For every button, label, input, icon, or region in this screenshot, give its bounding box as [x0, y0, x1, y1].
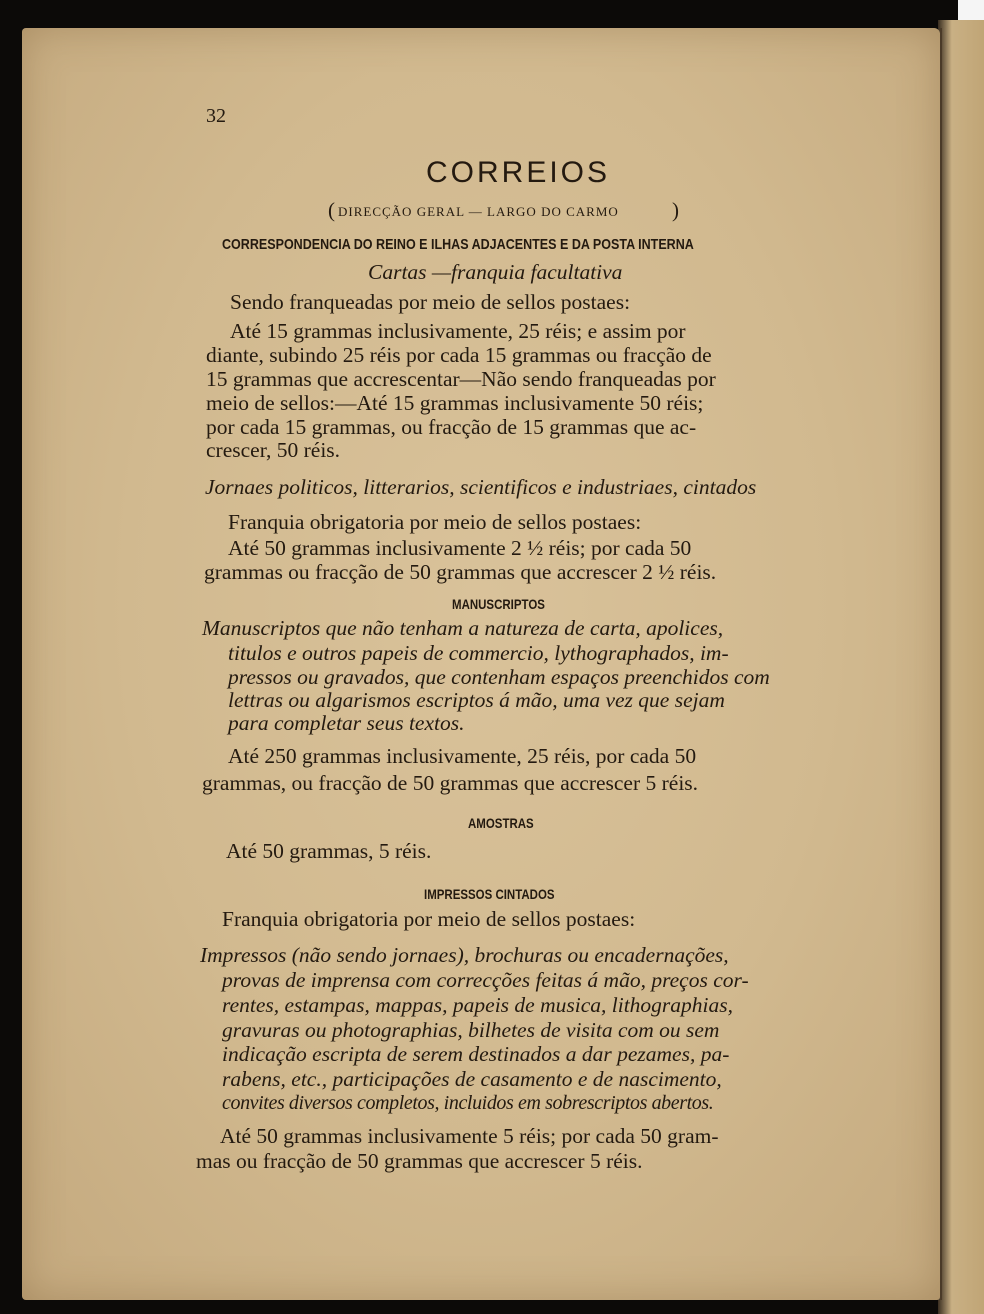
next-page-edge — [938, 20, 984, 1314]
manuscriptos-italic-line: lettras ou algarismos escriptos á mão, uma vez que sejam — [228, 688, 725, 712]
manuscriptos-italic-line: pressos ou gravados, que contenham espaços preenchidos com — [228, 665, 770, 689]
impressos-line: Até 50 grammas inclusivamente 5 réis; por cada 50 gram- — [220, 1124, 719, 1148]
cartas-line: Sendo franqueadas por meio de sellos postaes: — [230, 290, 631, 314]
cartas-line: 15 grammas que accrescentar—Não sendo franqueadas por — [206, 367, 716, 391]
impressos-italic-line: provas de imprensa com correcções feitas á mão, preços cor- — [222, 968, 749, 992]
page-title: CORREIOS — [426, 156, 611, 189]
impressos-italic-line: indicação escripta de serem destinados a dar pezames, pa- — [222, 1042, 730, 1066]
impressos-line: mas ou fracção de 50 grammas que accrescer 5 réis. — [196, 1149, 643, 1173]
impressos-italic-line: Impressos (não sendo jornaes), brochuras ou encadernações, — [200, 943, 729, 967]
amostras-heading: AMOSTRAS — [468, 815, 534, 831]
impressos-intro-line: Franquia obrigatoria por meio de sellos postaes: — [222, 907, 636, 931]
subtitle: DIRECÇÃO GERAL — LARGO DO CARMO — [338, 204, 619, 219]
manuscriptos-italic-line: Manuscriptos que não tenham a natureza de carta, apolices, — [202, 616, 724, 640]
amostras-line: Até 50 grammas, 5 réis. — [226, 839, 432, 863]
cartas-line: crescer, 50 réis. — [206, 438, 341, 462]
page-edge-line — [940, 28, 942, 1300]
impressos-heading: IMPRESSOS CINTADOS — [424, 886, 555, 902]
impressos-italic-line: rabens, etc., participações de casamento e de nascimento, — [222, 1067, 722, 1091]
manuscriptos-italic-line: titulos e outros papeis de commercio, lythographados, im- — [228, 641, 729, 665]
scanner-corner-mark — [958, 0, 984, 20]
cartas-line: diante, subindo 25 réis por cada 15 grammas ou fracção de — [206, 343, 712, 367]
jornaes-line: grammas ou fracção de 50 grammas que accrescer 2 ½ réis. — [204, 560, 717, 584]
cartas-line: meio de sellos:—Até 15 grammas inclusivamente 50 réis; — [206, 391, 704, 415]
jornaes-line: Franquia obrigatoria por meio de sellos postaes: — [228, 510, 642, 534]
section-heading: CORRESPONDENCIA DO REINO E ILHAS ADJACENTES E DA POSTA INTERNA — [222, 236, 694, 253]
subtitle-paren-open: ( — [328, 198, 335, 222]
manuscriptos-line: Até 250 grammas inclusivamente, 25 réis, por cada 50 — [228, 744, 697, 768]
impressos-italic-line: convites diversos completos, incluidos em sobrescriptos abertos. — [222, 1092, 714, 1114]
subtitle-paren-close: ) — [672, 198, 679, 222]
manuscriptos-line: grammas, ou fracção de 50 grammas que accrescer 5 réis. — [202, 771, 699, 795]
manuscriptos-heading: MANUSCRIPTOS — [452, 596, 545, 612]
jornaes-line: Até 50 grammas inclusivamente 2 ½ réis; por cada 50 — [228, 536, 692, 560]
cartas-line: por cada 15 grammas, ou fracção de 15 grammas que ac- — [206, 415, 697, 439]
impressos-italic-line: gravuras ou photographias, bilhetes de visita com ou sem — [222, 1018, 720, 1042]
cartas-line: Até 15 grammas inclusivamente, 25 réis; e assim por — [230, 319, 686, 343]
cartas-heading: Cartas —franquia facultativa — [368, 260, 623, 284]
impressos-italic-line: rentes, estampas, mappas, papeis de musica, lithographias, — [222, 993, 734, 1017]
jornaes-heading: Jornaes politicos, litterarios, scientificos e industriaes, cintados — [205, 475, 757, 499]
page-number: 32 — [206, 105, 226, 127]
manuscriptos-italic-line: para completar seus textos. — [228, 711, 465, 735]
